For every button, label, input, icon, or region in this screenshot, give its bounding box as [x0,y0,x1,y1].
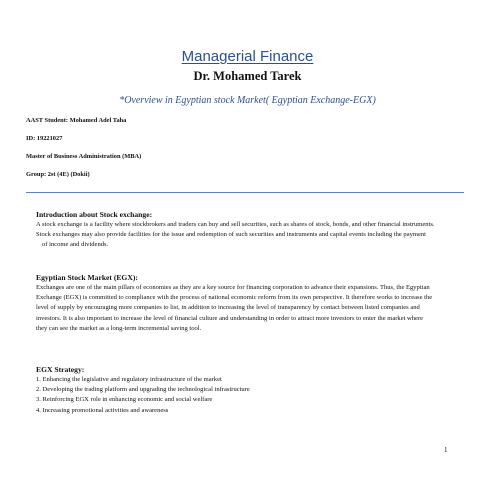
egx-line: investors. It is also important to increase the level of financial culture and understanding in order to attract more investors to enter the market where [36,314,424,322]
intro-line: of income and dividends. [42,241,109,249]
student-name: AAST Student: Mohamed Adel Taha [26,117,127,124]
egx-heading: Egyptian Stock Market (EGX): [36,273,138,282]
author-name: Dr. Mohamed Tarek [193,69,302,83]
egx-section [36,273,466,334]
document-subtitle: *Overview in Egyptian stock Market( Egyptian Exchange-EGX) [119,95,376,106]
strategy-section [36,365,466,416]
program-name: Master of Business Administration (MBA) [26,153,142,160]
page-number: 1 [444,446,448,454]
course-title: Managerial Finance [181,48,314,65]
egx-line: Exchange (EGX) is committed to compliance with the process of national economic reform from its own perspective. It therefore works to increase the [36,294,433,302]
strategy-item: 4. Increasing promotional activities and awareness [36,406,169,414]
intro-section [36,210,466,251]
egx-line: they can see the market as a long-term incremental saving tool. [36,324,202,332]
strategy-item: 2. Developing the trading platform and upgrading the technological infrastructure [36,386,250,394]
egx-line: level of supply by encouraging more companies to list, in addition to increasing the level of transparency by contact between listed companies and [36,304,420,312]
strategy-heading: EGX Strategy: [36,365,85,374]
intro-line: Stock exchanges may also provide facilities for the issue and redemption of such securities and instruments and capital events including the payment [36,231,426,239]
strategy-item: 1. Enhancing the legislative and regulatory infrastructure of the market [36,376,222,383]
intro-heading: Introduction about Stock exchange: [36,210,153,219]
student-id: ID: 19221027 [26,135,63,142]
group-info: Group: 2st (4E) (Dokii) [26,171,90,178]
intro-line: A stock exchange is a facility where stockbrokers and traders can buy and sell securities, such as shares of stock, bonds, and other financial instruments. [36,221,435,228]
strategy-item: 3. Reinforcing EGX role in enhancing economic and social welfare [36,396,213,404]
section-divider [26,192,464,193]
egx-line: Exchanges are one of the main pillars of economies as they are a key source for financing corporation to advance their expansions. Thus, the Egyptian [36,284,430,291]
